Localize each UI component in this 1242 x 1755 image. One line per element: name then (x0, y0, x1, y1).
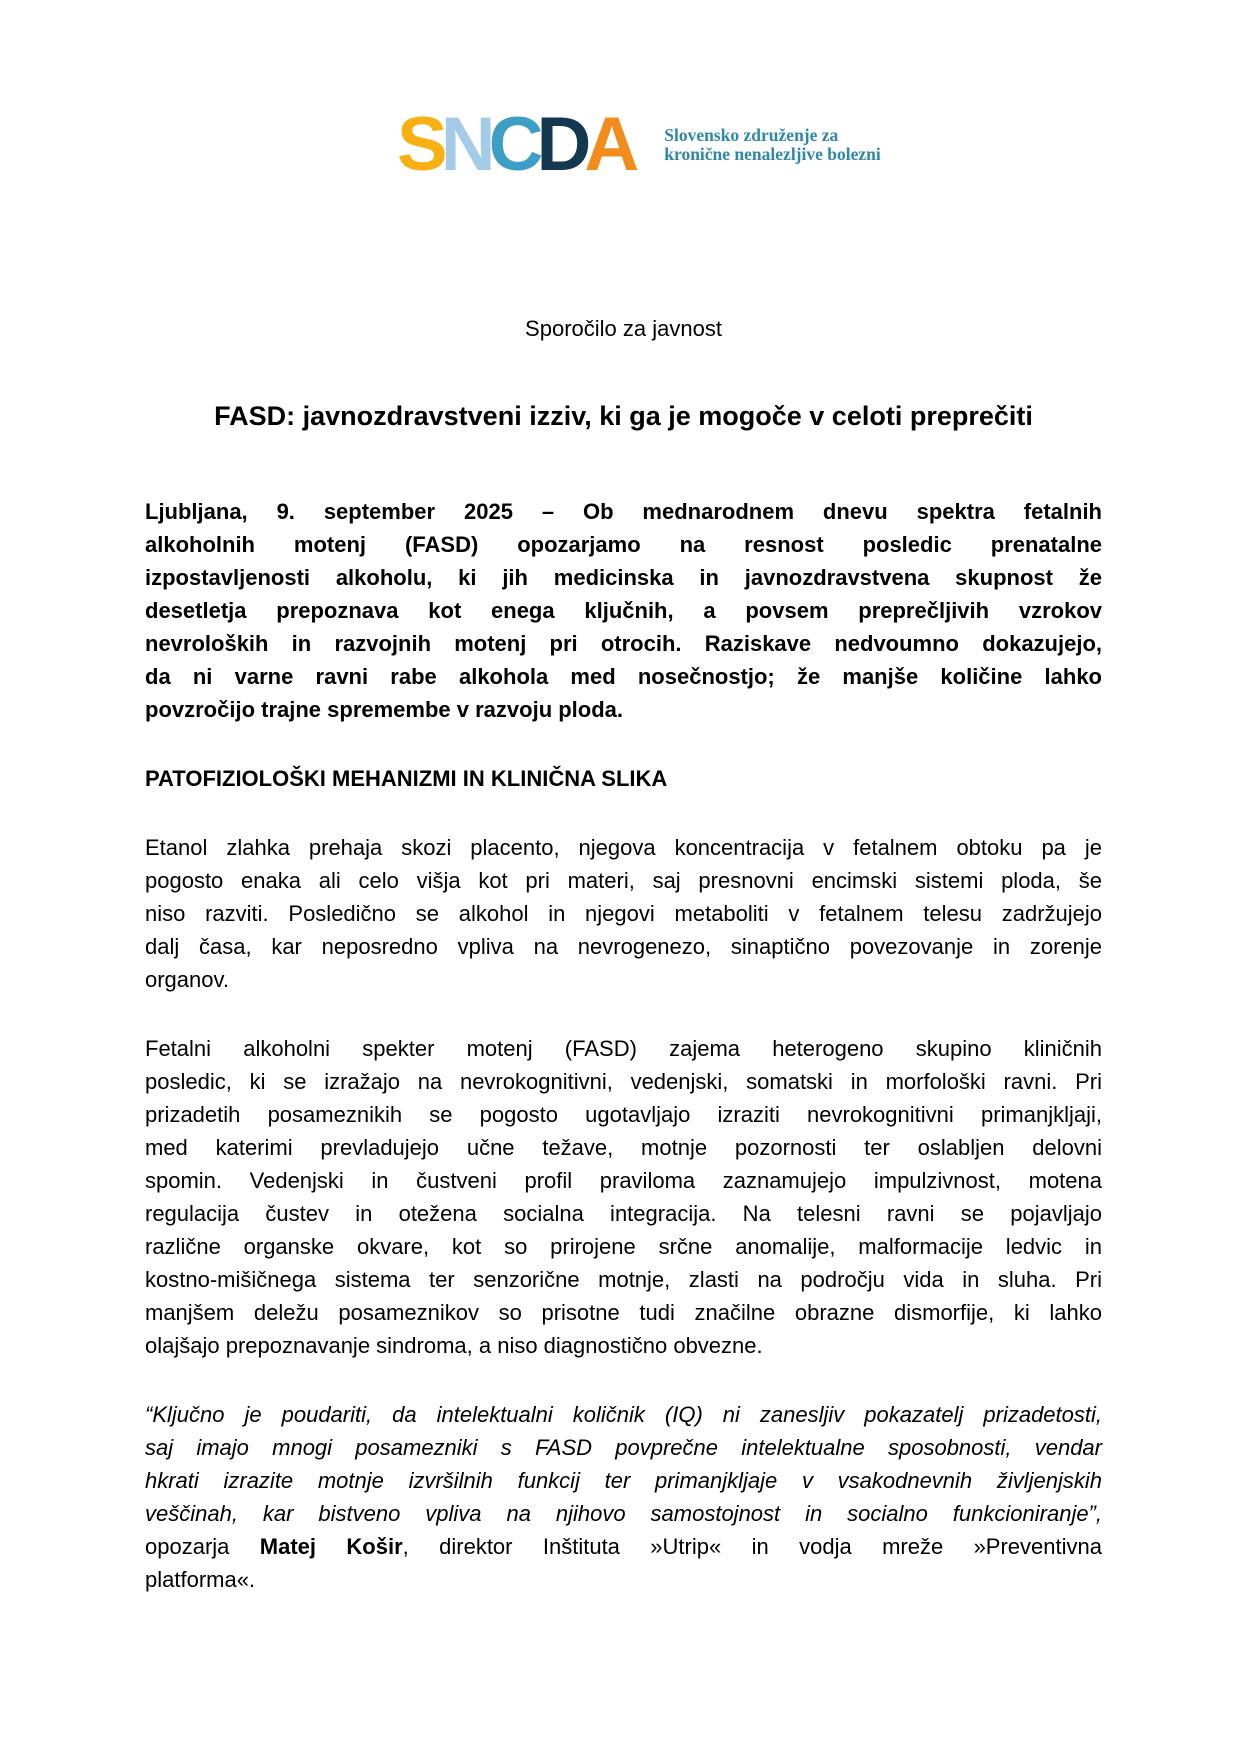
text-run: organov. (145, 967, 229, 992)
logo-letter-a: A (584, 102, 633, 187)
logo-letter-s: S (397, 102, 441, 187)
text-line (145, 693, 1102, 726)
text-run: alkoholnih motenj (FASD) opozarjamo na resnost posledic prenatalne (145, 532, 1102, 557)
text-run: med katerimi prevladujejo učne težave, motnje pozornosti ter oslabljen delovni (145, 1135, 1102, 1160)
text-run: manjšem deležu posameznikov so prisotne tudi značilne obrazne dismorfije, ki lahko (145, 1300, 1102, 1325)
text-run: veščinah, kar bistveno vpliva na njihovo samostojnost in socialno funkcioniranje”, (145, 1501, 1102, 1526)
text-line (145, 561, 1102, 594)
logo-tagline-line2: kronične nenalezljive bolezni (664, 144, 881, 164)
text-run: različne organske okvare, kot so prirojene srčne anomalije, malformacije ledvic in (145, 1234, 1102, 1259)
text-run: izpostavljenosti alkoholu, ki jih medicinska in javnozdravstvena skupnost že (145, 565, 1102, 590)
logo-letter-n: N (440, 102, 489, 187)
text-run: opozarja (145, 1534, 260, 1559)
body-paragraph-2 (145, 1032, 1102, 1362)
text-line (145, 1497, 1102, 1530)
text-run: regulacija čustev in otežena socialna integracija. Na telesni ravni se pojavljajo (145, 1201, 1102, 1226)
text-line (145, 627, 1102, 660)
text-line (145, 1398, 1102, 1431)
text-run: kostno-mišičnega sistema ter senzorične motnje, zlasti na področju vida in sluha. Pri (145, 1267, 1102, 1292)
text-run: pogosto enaka ali celo višja kot pri materi, saj presnovni encimski sistemi ploda, še (145, 868, 1102, 893)
text-run: saj imajo mnogi posamezniki s FASD povprečne intelektualne sposobnosti, vendar (145, 1435, 1102, 1460)
text-run: platforma«. (145, 1567, 256, 1592)
emphasized-name: Matej Košir (259, 1534, 403, 1559)
page-title: FASD: javnozdravstveni izziv, ki ga je mogoče v celoti preprečiti (214, 401, 1033, 431)
text-line (145, 1098, 1102, 1131)
text-line (145, 963, 1102, 996)
text-line (145, 1197, 1102, 1230)
text-line (145, 897, 1102, 930)
section-heading: PATOFIZIOLOŠKI MEHANIZMI IN KLINIČNA SLIKA (145, 766, 668, 791)
text-line (145, 660, 1102, 693)
document-body (145, 495, 1102, 1596)
text-line (145, 1263, 1102, 1296)
logo-tagline-line1: Slovensko združenje za (664, 125, 839, 145)
text-run: Ljubljana, 9. september 2025 – Ob mednarodnem dnevu spektra fetalnih (145, 499, 1102, 524)
kicker: Sporočilo za javnost (525, 316, 722, 341)
logo-letter-d: D (536, 102, 585, 187)
document-content (145, 0, 1102, 1596)
text-line (145, 594, 1102, 627)
text-line (145, 1563, 1102, 1596)
text-run: dalj časa, kar neposredno vpliva na nevrogenezo, sinaptično povezovanje in zorenje (145, 934, 1102, 959)
text-line (145, 1329, 1102, 1362)
text-line (145, 1530, 1102, 1563)
text-run: “Ključno je poudariti, da intelektualni količnik (IQ) ni zanesljiv pokazatelj prizadetosti, (145, 1402, 1102, 1427)
text-run: povzročijo trajne spremembe v razvoju ploda. (145, 697, 624, 722)
text-line (145, 1032, 1102, 1065)
text-run: nevroloških in razvojnih motenj pri otrocih. Raziskave nedvoumno dokazujejo, (145, 631, 1102, 656)
text-run: prizadetih posameznikih se pogosto ugotavljajo izraziti nevrokognitivni primanjkljaji, (145, 1102, 1102, 1127)
text-run: da ni varne ravni rabe alkohola med nosečnostjo; že manjše količine lahko (145, 664, 1102, 689)
logo-letter-c: C (488, 102, 537, 187)
text-run: posledic, ki se izražajo na nevrokognitivni, vedenjski, somatski in morfološki ravni. Pri (145, 1069, 1102, 1094)
text-run: Etanol zlahka prehaja skozi placento, njegova koncentracija v fetalnem obtoku pa je (145, 835, 1102, 860)
text-line (145, 1131, 1102, 1164)
text-line (145, 930, 1102, 963)
body-paragraph-1 (145, 831, 1102, 996)
text-run: niso razviti. Posledično se alkohol in njegovi metaboliti v fetalnem telesu zadržujejo (145, 901, 1102, 926)
text-line (145, 1431, 1102, 1464)
text-run: spomin. Vedenjski in čustveni profil praviloma zaznamujejo impulzivnost, motena (145, 1168, 1102, 1193)
text-line (145, 528, 1102, 561)
text-line (145, 495, 1102, 528)
text-run: , direktor Inštituta »Utrip« in vodja mreže »Preventivna (402, 1534, 1102, 1559)
text-run: hkrati izrazite motnje izvršilnih funkcij ter primanjkljaje v vsakodnevnih življenjskih (145, 1468, 1102, 1493)
text-line (145, 1164, 1102, 1197)
quote-paragraph (145, 1398, 1102, 1596)
text-line (145, 1230, 1102, 1263)
text-line (145, 831, 1102, 864)
text-line (145, 864, 1102, 897)
text-line (145, 1464, 1102, 1497)
text-run: Fetalni alkoholni spekter motenj (FASD) zajema heterogeno skupino kliničnih (145, 1036, 1102, 1061)
text-line (145, 1065, 1102, 1098)
text-run: desetletja prepoznava kot enega ključnih, a povsem preprečljivih vzrokov (145, 598, 1102, 623)
lead-paragraph (145, 495, 1102, 726)
text-run: olajšajo prepoznavanje sindroma, a niso diagnostično obvezne. (145, 1333, 763, 1358)
text-line (145, 1296, 1102, 1329)
